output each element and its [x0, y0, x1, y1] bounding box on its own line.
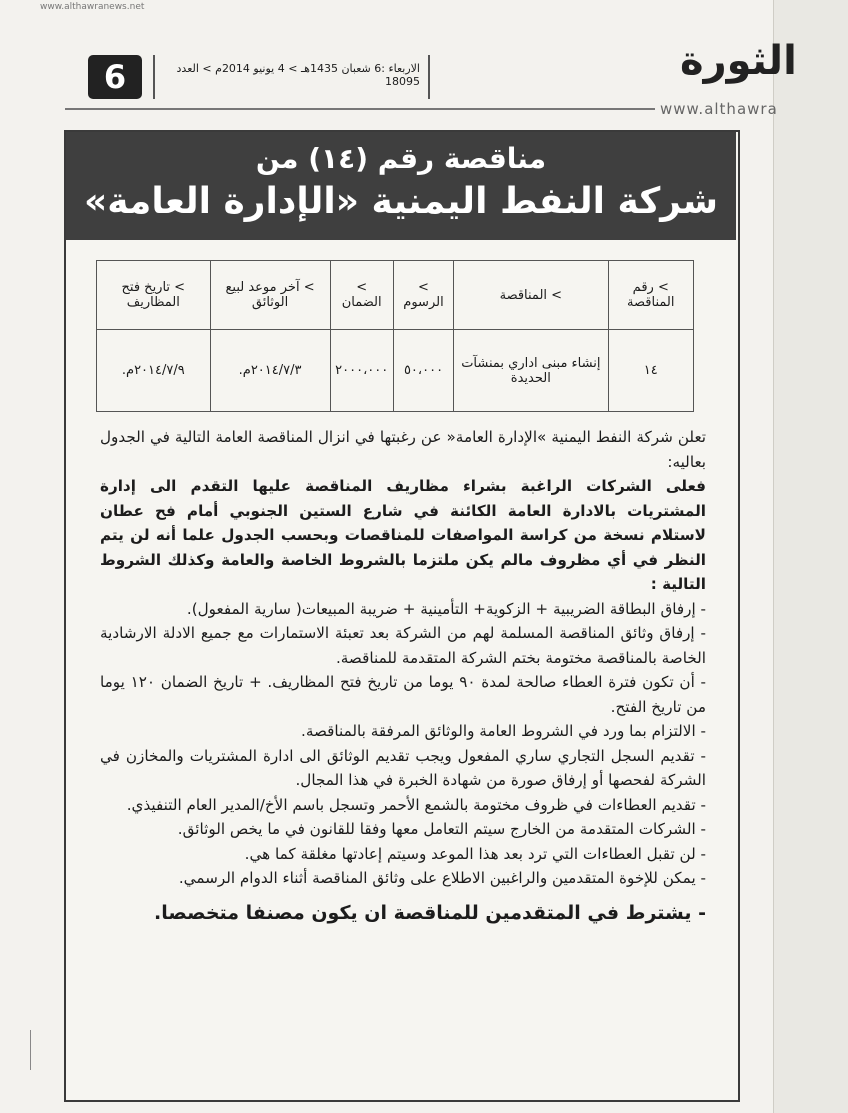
company-title: شركة النفط اليمنية «الإدارة العامة» — [83, 181, 719, 222]
tender-table — [96, 260, 694, 412]
condition-item: - الشركات المتقدمة من الخارج سيتم التعامل معها وفقا للقانون في ما يخص الوثائق. — [177, 820, 706, 838]
cell-fees: ٥٠،٠٠٠ — [393, 330, 453, 412]
scan-margin-mark — [30, 1030, 43, 1070]
col-tender-number: > رقم المناقصة — [608, 261, 693, 330]
condition-item: - إرفاق وثائق المناقصة المسلمة لهم من الشركة بعد تعبئة الاستمارات مع جميع الادلة الارشادية الخاصة بالمناقصة مختومة بختم الشركة المتقدمة للمناقصة. — [100, 624, 706, 667]
tender-title: مناقصة رقم (١٤) من — [255, 142, 547, 175]
condition-item: - تقديم السجل التجاري ساري المفعول ويجب تقديم الوثائق الى ادارة المشتريات والمخازن في الشركة لفحصها أو إرفاق صورة من شهادة الخبرة في هذا المجال. — [100, 746, 706, 789]
website-label: www.althawra — [660, 100, 778, 118]
top-strip: www.althawranews.net — [40, 2, 145, 12]
col-guarantee: > الضمان — [330, 261, 393, 330]
condition-item: - يمكن للإخوة المتقدمين والراغبين الاطلاع على وثائق المناقصة أثناء الدوام الرسمي. — [178, 869, 706, 887]
tender-body — [100, 425, 706, 925]
header-rule — [65, 108, 655, 110]
table-header-row — [97, 261, 694, 330]
condition-item: - لن تقبل العطاءات التي ترد بعد هذا الموعد وسيتم إعادتها مغلقة كما هي. — [244, 844, 706, 863]
intro-paragraph: تعلن شركة النفط اليمنية »الإدارة العامة« عن رغبتها في انزال المناقصة العامة التالية في الجدول بعاليه: — [100, 428, 706, 471]
adjacent-page-edge — [773, 0, 848, 1113]
table-row — [97, 330, 694, 412]
page-number-badge: 6 — [88, 55, 142, 99]
cell-tender: إنشاء مبنى اداري بمنشآت الحديدة — [454, 330, 608, 412]
condition-item: - أن تكون فترة العطاء صالحة لمدة ٩٠ يوما من تاريخ فتح المظاريف. + تاريخ الضمان ١٢٠ يوما من تاريخ الفتح. — [100, 673, 706, 716]
cell-guarantee: ٢٠٠٠،٠٠٠ — [330, 330, 393, 412]
header-divider — [428, 55, 430, 99]
final-condition: - يشترط في المتقدمين للمناقصة ان يكون مصنفا متخصصا. — [154, 901, 706, 924]
instructions-paragraph: فعلى الشركات الراغبة بشراء مظاريف المناقصة عليها التقدم الى إدارة المشتريات بالادارة العامة الكائنة في شارع الستين الجنوبي أمام فح عطان لاستلام نسخة من كراسة المواصفات للمناقصات وبحسب الجدول علما أنه لن يتم النظر في أي مظروف مالم يكن ملتزما بالشروط الخاصة والعامة وكذلك الشروط التالية : — [100, 477, 706, 593]
tender-ad-banner — [66, 132, 736, 240]
condition-item: - تقديم العطاءات في ظروف مختومة بالشمع الأحمر وتسجل باسم الأخ/المدير العام التنفيذي. — [126, 795, 706, 814]
cell-opening-date: ٢٠١٤/٧/٩م. — [97, 330, 211, 412]
condition-item: - إرفاق البطاقة الضريبية + الزكوية+ التأمينية + ضريبة المبيعات( سارية المفعول). — [186, 599, 706, 618]
header-divider — [153, 55, 155, 99]
newspaper-logo: الثورة — [680, 38, 797, 84]
col-opening-date: > تاريخ فتح المظاريف — [97, 261, 211, 330]
col-last-sale-date: > آخر موعد لبيع الوثائق — [210, 261, 330, 330]
condition-item: - الالتزام بما ورد في الشروط العامة والوثائق المرفقة بالمناقصة. — [301, 722, 706, 740]
cell-tender-number: ١٤ — [608, 330, 693, 412]
col-fees: > الرسوم — [393, 261, 453, 330]
cell-last-sale-date: ٢٠١٤/٧/٣م. — [210, 330, 330, 412]
issue-dateline: الاربعاء :6 شعبان 1435هـ > 4 يونيو 2014م > العدد 18095 — [176, 62, 420, 88]
col-tender: > المناقصة — [454, 261, 608, 330]
